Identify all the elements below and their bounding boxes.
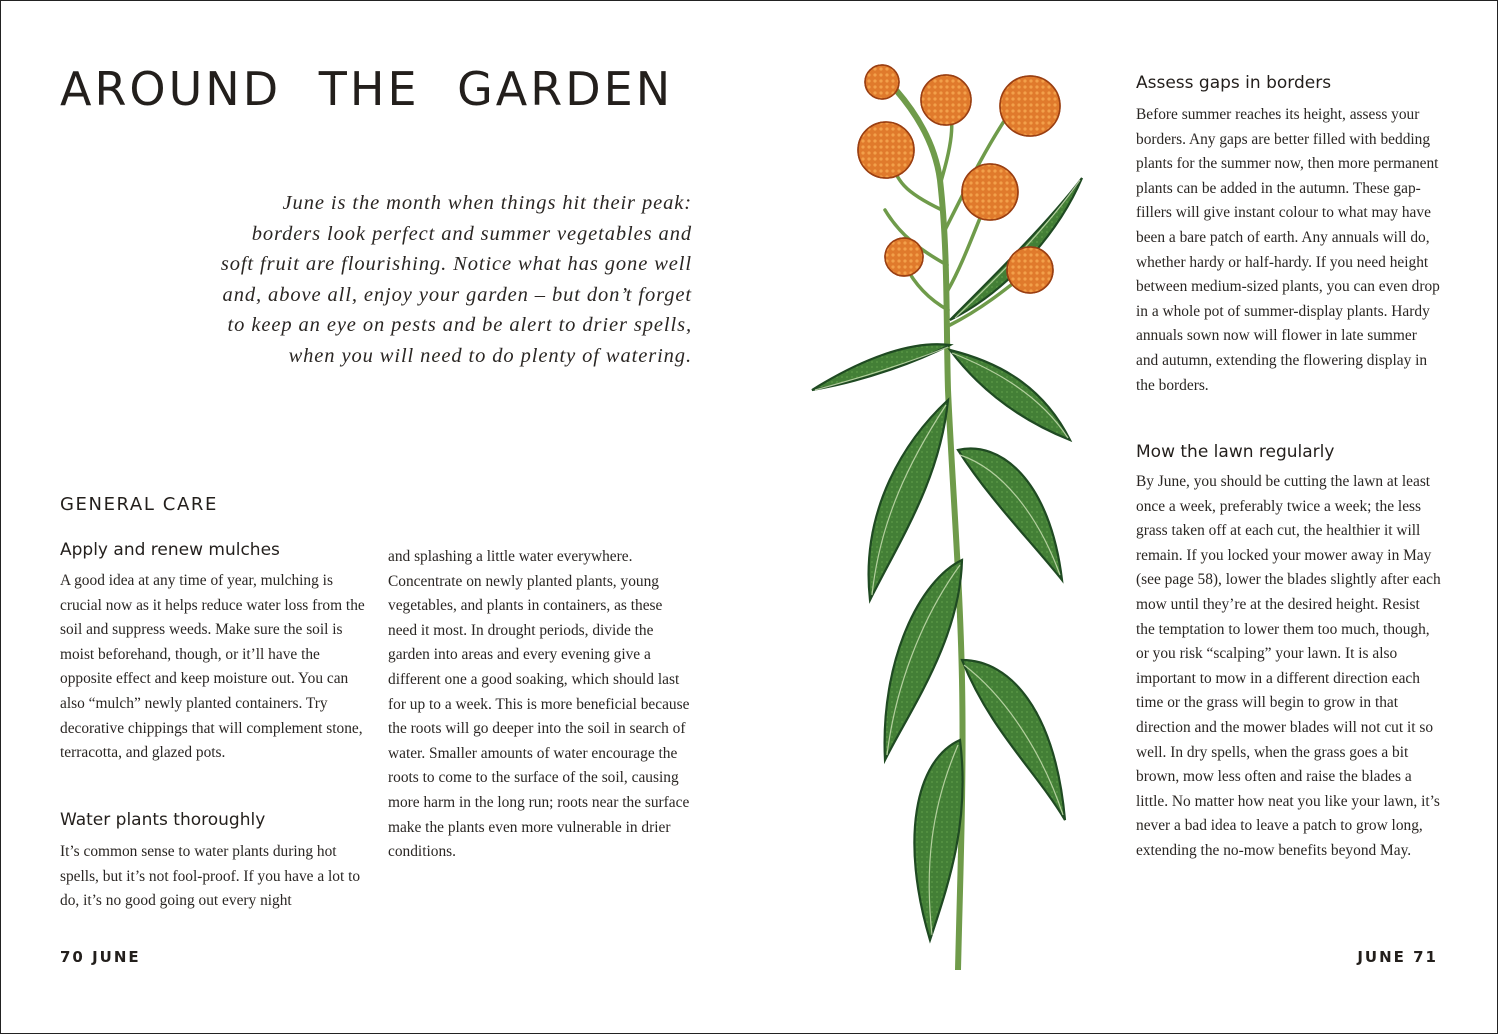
intro-paragraph: June is the month when things hit their peak: borders look perfect and summer vegetables and soft fruit are flourishing. Notice what has gone well and, above all, enjoy your garden – but don’t forget to keep an eye on pests and be alert to drier spells, when you will need to do plenty of watering.: [220, 192, 692, 367]
body-mulches: A good idea at any time of year, mulching is crucial now as it helps reduce water loss from the soil and suppress weeds. Make sure the soil is moist beforehand, though, or it’ll have the opposite effect and keep moisture out. You can also “mulch” newly planted containers. Try decorative chippings that will complement stone, terracotta, and glazed pots.: [60, 572, 365, 762]
subheading-borders: Assess gaps in borders: [1136, 73, 1332, 93]
flowering-plant-illustration: [800, 60, 1100, 970]
section-heading-general-care: GENERAL CARE: [60, 494, 218, 515]
folio-left: 70 JUNE: [60, 948, 141, 966]
body-water: It’s common sense to water plants during hot spells, but it’s not fool-proof. If you have a lot to do, it’s no good going out every night: [60, 843, 361, 910]
body-water-continued: and splashing a little water everywhere. Concentrate on newly planted plants, young vegetables, and plants in containers, as these need it most. In drought periods, divide the garden into areas and every evening give a different one a good soaking, which should last for up to a week. This is more beneficial because the roots will go deeper into the soil in search of water. Smaller amounts of water encourage the roots to come to the surface of the soil, causing more harm in the long run; roots near the surface make the plants even more vulnerable in drier conditions.: [388, 548, 690, 861]
subheading-mulches: Apply and renew mulches: [60, 540, 280, 560]
subheading-water: Water plants thoroughly: [60, 810, 266, 830]
body-borders: Before summer reaches its height, assess your borders. Any gaps are better filled with bedding plants for the summer now, then more permanent plants can be added in the autumn. These gap-fillers will give instant colour to what may have been a bare patch of earth. Any annuals will do, whether hardy or half-hardy. If you need height between medium-sized plants, you can even drop in a whole pot of summer-display plants. Hardy annuals sown now will flower in late summer and autumn, extending the flowering display in the borders.: [1136, 106, 1440, 394]
folio-right: JUNE 71: [1357, 948, 1438, 966]
page-title: AROUND THE GARDEN: [60, 62, 674, 116]
body-lawn: By June, you should be cutting the lawn at least once a week, preferably twice a week; the less grass taken off at each cut, the healthier it will remain. If you locked your mower away in May (see page 58), lower the blades slightly after each mow until they’re at the desired height. Resist the temptation to lower them too much, though, or you risk “scalping” your lawn. It is also important to mow in a different direction each time or the grass will begin to grow in that direction and the mower blades will not cut it so well. In dry spells, when the grass goes a bit brown, mow less often and raise the blades a little. No matter how neat you like your lawn, it’s never a bad idea to leave a patch to grow long, extending the no-mow benefits beyond May.: [1136, 473, 1441, 859]
subheading-lawn: Mow the lawn regularly: [1136, 442, 1335, 462]
